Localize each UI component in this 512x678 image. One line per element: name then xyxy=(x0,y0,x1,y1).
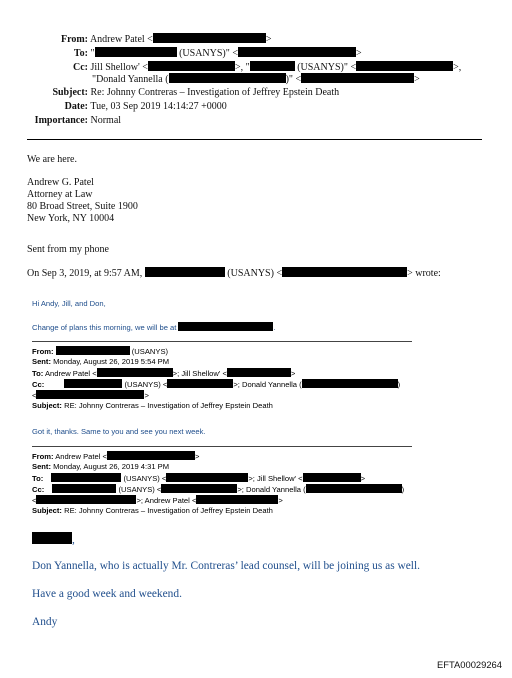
redaction xyxy=(302,379,398,388)
msg3-to-mid: >; Jill Shellow' < xyxy=(248,474,303,483)
msg3-cc2-row xyxy=(32,495,283,505)
angle: > xyxy=(290,369,296,378)
header-divider xyxy=(27,139,482,140)
angle: > xyxy=(194,452,200,461)
reply-change-text: Change of plans this morning, we will be at xyxy=(32,323,177,332)
msg2-reply: Got it, thanks. Same to you and see you next week. xyxy=(32,427,206,436)
header-to-label: To: xyxy=(73,48,88,59)
header-cc-label: Cc: xyxy=(73,62,88,73)
redaction xyxy=(95,47,177,57)
header-importance-value: Normal xyxy=(90,115,122,126)
angle: > xyxy=(278,496,283,505)
angle: < xyxy=(32,391,37,400)
header-from-row xyxy=(0,33,271,45)
msg3-subject-label: Subject: xyxy=(32,506,62,515)
msg2-from-value: (USANYS) xyxy=(131,347,169,356)
redaction xyxy=(196,495,278,504)
msg3-sent-label: Sent: xyxy=(32,462,51,471)
angle: > xyxy=(414,74,420,85)
redaction xyxy=(153,33,266,43)
quote: " xyxy=(90,48,95,59)
redaction xyxy=(107,451,195,460)
redaction xyxy=(282,267,407,277)
final-salutation xyxy=(32,532,75,546)
comma: , xyxy=(72,534,75,546)
msg2-sent-value: Monday, August 26, 2019 5:54 PM xyxy=(53,357,170,366)
separator: )" < xyxy=(285,74,302,85)
msg2-subject-value: RE: Johnny Contreras – Investigation of Jeffrey Epstein Death xyxy=(64,401,273,410)
header-subject-label: Subject: xyxy=(52,87,88,98)
msg2-to-mid: >; Jill Shellow' < xyxy=(172,369,227,378)
msg3-cc-usanys: (USANYS) < xyxy=(118,485,162,494)
msg3-from-row xyxy=(32,451,199,461)
sent-from-phone: Sent from my phone xyxy=(27,244,109,255)
quoted-intro-wrote: > wrote: xyxy=(407,268,441,279)
msg3-to-row xyxy=(32,473,365,483)
quoted-intro xyxy=(27,267,441,279)
msg2-cc2-row xyxy=(32,390,149,400)
redaction xyxy=(161,484,237,493)
msg2-cc-row xyxy=(32,379,400,389)
header-importance-row xyxy=(0,115,121,126)
msg3-sent-value: Monday, August 26, 2019 4:31 PM xyxy=(53,462,170,471)
reply-change-plans xyxy=(32,322,276,332)
header-to-value: (USANYS)" < xyxy=(179,48,238,59)
msg3-subject-value: RE: Johnny Contreras – Investigation of Jeffrey Epstein Death xyxy=(64,506,273,515)
header-date-row xyxy=(0,101,227,112)
header-cc-value: Jill Shellow' < xyxy=(90,62,148,73)
redaction xyxy=(301,73,414,83)
msg2-to-label: To: xyxy=(32,369,44,378)
redaction xyxy=(238,47,356,57)
header-importance-label: Importance: xyxy=(34,115,88,126)
angle: > xyxy=(265,34,272,45)
msg2-cc-usanys: (USANYS) < xyxy=(124,380,168,389)
redaction xyxy=(36,495,136,504)
msg2-to-row xyxy=(32,368,295,378)
final-paragraph-2: Have a good week and weekend. xyxy=(32,588,182,600)
msg2-to-value: Andrew Patel < xyxy=(44,369,97,378)
angle: > xyxy=(360,474,365,483)
msg3-cc-mid: >; Donald Yannella ( xyxy=(237,485,306,494)
msg3-sent-row xyxy=(32,462,169,471)
redaction xyxy=(148,61,235,71)
msg3-from-value: Andrew Patel < xyxy=(55,452,107,461)
message-divider xyxy=(32,446,412,447)
paren: ) xyxy=(397,380,401,389)
msg3-to-usanys: (USANYS) < xyxy=(123,474,167,483)
msg2-cc-mid: >; Donald Yannella ( xyxy=(233,380,302,389)
header-to-row xyxy=(0,47,362,59)
quoted-intro-usanys: (USANYS) < xyxy=(227,268,283,279)
msg3-cc-row xyxy=(32,484,404,494)
header-date-label: Date: xyxy=(64,101,88,112)
redaction xyxy=(178,322,276,332)
redaction xyxy=(36,390,144,399)
msg3-subject-row xyxy=(32,506,273,515)
redaction xyxy=(227,368,291,377)
msg2-sent-row xyxy=(32,357,169,366)
msg3-from-label: From: xyxy=(32,452,54,461)
redaction xyxy=(356,61,453,71)
redaction xyxy=(250,61,295,71)
header-cc-usanys: (USANYS)" < xyxy=(297,62,357,73)
header-cc2-value: "Donald Yannella ( xyxy=(92,74,169,85)
redaction xyxy=(52,484,116,493)
header-subject-row xyxy=(0,87,339,98)
signature-address-1: 80 Broad Street, Suite 1900 xyxy=(27,201,138,212)
msg2-cc-label: Cc: xyxy=(32,380,45,389)
angle: > xyxy=(356,48,362,59)
redaction xyxy=(306,484,402,493)
angle: < xyxy=(32,496,37,505)
redaction xyxy=(167,379,233,388)
header-subject-value: Re: Johnny Contreras – Investigation of Jeffrey Epstein Death xyxy=(90,87,340,98)
msg2-subject-label: Subject: xyxy=(32,401,62,410)
msg2-from-row xyxy=(32,346,168,356)
message-divider xyxy=(32,341,412,342)
redaction xyxy=(97,368,173,377)
msg3-cc2-mid: >; Andrew Patel < xyxy=(136,496,197,505)
header-from-value: Andrew Patel < xyxy=(89,34,153,45)
redaction xyxy=(145,267,225,277)
header-date-value: Tue, 03 Sep 2019 14:14:27 +0000 xyxy=(90,101,227,112)
body-line: We are here. xyxy=(27,154,77,165)
redaction xyxy=(32,532,72,544)
period: . xyxy=(273,323,276,332)
separator: >, xyxy=(453,62,462,73)
header-cc2-row xyxy=(92,73,420,85)
paren: ) xyxy=(401,485,405,494)
redaction xyxy=(169,73,286,83)
header-from-label: From: xyxy=(60,34,88,45)
msg2-from-label: From: xyxy=(32,347,54,356)
msg3-cc-label: Cc: xyxy=(32,485,45,494)
msg2-sent-label: Sent: xyxy=(32,357,51,366)
msg2-subject-row xyxy=(32,401,273,410)
separator: >, " xyxy=(234,62,250,73)
signature-address-2: New York, NY 10004 xyxy=(27,213,115,224)
final-signoff: Andy xyxy=(32,616,58,628)
redaction xyxy=(56,346,130,355)
redaction xyxy=(51,473,121,482)
msg3-to-label: To: xyxy=(32,474,44,483)
redaction xyxy=(303,473,361,482)
bates-number: EFTA00029264 xyxy=(437,659,502,670)
angle: > xyxy=(144,391,149,400)
quoted-intro-date: On Sep 3, 2019, at 9:57 AM, xyxy=(27,268,143,279)
signature-title: Attorney at Law xyxy=(27,189,93,200)
reply-greeting: Hi Andy, Jill, and Don, xyxy=(32,299,106,308)
redaction xyxy=(64,379,122,388)
signature-name: Andrew G. Patel xyxy=(27,177,94,188)
header-cc-row xyxy=(0,61,461,73)
redaction xyxy=(166,473,248,482)
final-paragraph-1: Don Yannella, who is actually Mr. Contreras’ lead counsel, will be joining us as well. xyxy=(32,560,420,572)
